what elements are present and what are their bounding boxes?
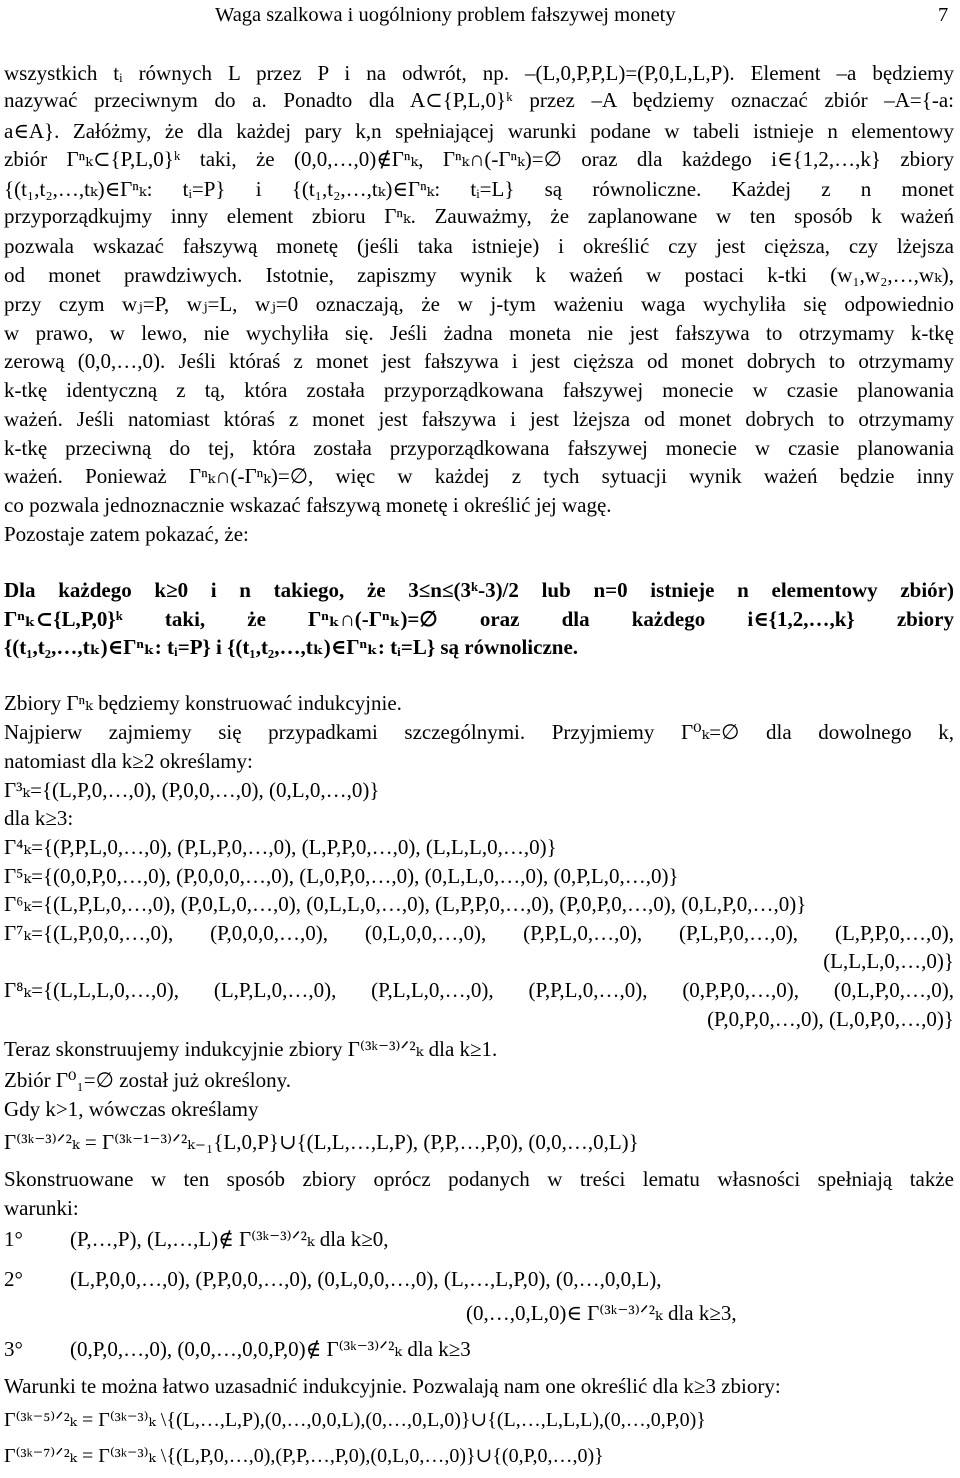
set-definition: Γ⁸ₖ={(L,L,L,0,…,0), (L,P,L,0,…,0), (P,L,L,0,…,0), (P,P,L,0,…,0), (0,P,P,0,…,0), (0,L,P,0,…,0), (4, 978, 954, 1002)
condition-text: (0,P,0,…,0), (0,0,…,0,0,P,0)∉ Γ⁽³ᵏ⁻³⁾ᐟ²ₖ dla k≥3 (70, 1337, 471, 1361)
condition-number: 3° (4, 1337, 23, 1361)
body-line: ważeń. Jeśli natomiast któraś z monet jest fałszywa i jest lżejsza od monet dobrych to otrzymamy (4, 407, 954, 431)
body-line: nazywać przeciwnym do a. Ponadto dla A⊂{P,L,0}ᵏ przez –A będziemy oznaczać zbiór –A={-a: (4, 88, 954, 112)
body-line: Warunki te można łatwo uzasadnić indukcyjnie. Pozwalają nam one określić dla k≥3 zbiory: (4, 1374, 781, 1398)
lemma-line: {(t₁,t₂,…,tₖ)∈Γⁿₖ: tᵢ=P} i {(t₁,t₂,…,tₖ)∈Γⁿₖ: tᵢ=L} są równoliczne. (4, 635, 579, 659)
body-line: wszystkich tᵢ równych L przez P i na odwrót, np. –(L,0,P,P,L)=(P,0,L,L,P). Element –a będziemy (4, 61, 954, 85)
condition-2-cont: (0,…,0,L,0)∈ Γ⁽³ᵏ⁻³⁾ᐟ²ₖ dla k≥3, (466, 1301, 737, 1325)
body-line: w prawo, w lewo, nie wychyliła się. Jeśli żadna moneta nie jest fałszywa to otrzymamy k-tkę (4, 321, 954, 345)
body-line: warunki: (4, 1196, 79, 1220)
body-line: k-tkę identyczną z tą, która została przyporządkowana fałszywej monecie w czasie planowania (4, 378, 954, 402)
body-line: pozwala wskazać fałszywą monetę (jeśli taka istnieje) i określić czy jest cięższa, czy lżejsza (4, 234, 954, 258)
body-line: dla k≥3: (4, 806, 74, 830)
condition-number: 1° (4, 1227, 23, 1251)
condition-text: (P,…,P), (L,…,L)∉ Γ⁽³ᵏ⁻³⁾ᐟ²ₖ dla k≥0, (70, 1227, 389, 1251)
equation: Γ⁽³ᵏ⁻⁷⁾ᐟ²ₖ = Γ⁽³ᵏ⁻³⁾ₖ \{(L,P,0,…,0),(P,P,…,P,0),(0,L,0,…,0)}∪{(0,P,0,…,0)} (4, 1445, 604, 1467)
set-definition: Γ⁴ₖ={(P,P,L,0,…,0), (P,L,P,0,…,0), (L,P,P,0,…,0), (L,L,L,0,…,0)} (4, 835, 557, 859)
body-line: k-tkę przeciwną do tej, która została przyporządkowana fałszywej monecie w czasie planowania (4, 436, 954, 460)
body-line: przy czym wⱼ=P, wⱼ=L, wⱼ=0 oznaczają, że w j-tym ważeniu waga wychyliła się odpowiednio (4, 292, 954, 316)
condition-number: 2° (4, 1267, 23, 1291)
body-line: Gdy k>1, wówczas określamy (4, 1097, 259, 1121)
body-line: ważeń. Ponieważ Γⁿₖ∩(-Γⁿₖ)=∅, więc w każdej z tych sytuacji wynik ważeń będzie inny (4, 464, 954, 488)
body-line: a∈A}. Załóżmy, że dla każdej pary k,n spełniającej warunki podane w tabeli istnieje n elementowy (4, 119, 954, 143)
condition-3 (4, 1336, 954, 1363)
body-line: przyporządkujmy inny element zbioru Γⁿₖ. Zauważmy, że zaplanowane w ten sposób k ważeń (4, 204, 954, 228)
body-line: od monet prawdziwych. Istotnie, zapiszmy wynik k ważeń w postaci k-tki (w₁,w₂,…,wₖ), (4, 263, 954, 287)
body-line: Najpierw zajmiemy się przypadkami szczególnymi. Przyjmiemy Γ⁰ₖ=∅ dla dowolnego k, (4, 720, 954, 744)
set-definition: Γ⁶ₖ={(L,P,L,0,…,0), (P,0,L,0,…,0), (0,L,L,0,…,0), (L,P,P,0,…,0), (P,0,P,0,…,0), (0,L,P,0,…,0)} (4, 892, 807, 916)
lemma-line: Dla każdego k≥0 i n takiego, że 3≤n≤(3ᵏ-3)/2 lub n=0 istnieje n elementowy zbiór) (4, 578, 954, 602)
body-line: Pozostaje zatem pokazać, że: (4, 522, 249, 546)
equation: Γ⁽³ᵏ⁻⁵⁾ᐟ²ₖ = Γ⁽³ᵏ⁻³⁾ₖ \{(L,…,L,P),(0,…,0,0,L),(0,…,0,L,0)}∪{(L,…,L,L,L),(0,…,0,P,0)} (4, 1409, 706, 1431)
body-line: zbiór Γⁿₖ⊂{P,L,0}ᵏ taki, że (0,0,…,0)∉Γⁿₖ, Γⁿₖ∩(-Γⁿₖ)=∅ oraz dla każdego i∈{1,2,…,k} zbiory (4, 147, 954, 171)
set-definition-cont: (L,L,L,0,…,0)} (823, 949, 954, 973)
set-definition: Γ⁵ₖ={(0,0,P,0,…,0), (P,0,0,0,…,0), (L,0,P,0,…,0), (0,L,L,0,…,0), (0,P,L,0,…,0)} (4, 864, 679, 888)
body-line: natomiast dla k≥2 określamy: (4, 749, 253, 773)
body-line: Zbiór Γ⁰₁=∅ został już określony. (4, 1068, 292, 1092)
condition-1 (4, 1226, 954, 1253)
body-line: zerową (0,0,…,0). Jeśli któraś z monet jest fałszywa i jest cięższa od monet dobrych to otrzymamy (4, 349, 954, 373)
running-title: Waga szalkowa i uogólniony problem fałszywej monety (215, 4, 676, 26)
body-line: {(t₁,t₂,…,tₖ)∈Γⁿₖ: tᵢ=P} i {(t₁,t₂,…,tₖ)∈Γⁿₖ: tᵢ=L} są równoliczne. Każdej z n monet (4, 177, 954, 201)
condition-text: (L,P,0,0,…,0), (P,P,0,0,…,0), (0,L,0,0,…,0), (L,…,L,P,0), (0,…,0,0,L), (70, 1267, 662, 1291)
body-line: Skonstruowane w ten sposób zbiory oprócz podanych w treści lematu własności spełniają także (4, 1167, 954, 1191)
page-number: 7 (938, 4, 949, 26)
set-definition: Γ³ₖ={(L,P,0,…,0), (P,0,0,…,0), (0,L,0,…,0)} (4, 778, 380, 802)
lemma-line: Γⁿₖ⊂{L,P,0}ᵏ taki, że Γⁿₖ∩(-Γⁿₖ)=∅ oraz dla każdego i∈{1,2,…,k} zbiory (4, 607, 954, 631)
body-line: Zbiory Γⁿₖ będziemy konstruować indukcyjnie. (4, 691, 402, 715)
body-line: co pozwala jednoznacznie wskazać fałszywą monetę i określić jej wagę. (4, 493, 612, 517)
set-definition: Γ⁷ₖ={(L,P,0,0,…,0), (P,0,0,0,…,0), (0,L,0,0,…,0), (P,P,L,0,…,0), (P,L,P,0,…,0), (L,P,P,0,…,0), (4, 921, 954, 945)
equation: Γ⁽³ᵏ⁻³⁾ᐟ²ₖ = Γ⁽³ᵏ⁻¹⁻³⁾ᐟ²ₖ₋₁{L,0,P}∪{(L,L,…,L,P), (P,P,…,P,0), (0,0,…,0,L)} (4, 1130, 639, 1154)
set-definition-cont: (P,0,P,0,…,0), (L,0,P,0,…,0)} (707, 1007, 954, 1031)
condition-2 (4, 1266, 954, 1293)
body-line: Teraz skonstruujemy indukcyjnie zbiory Γ⁽³ᵏ⁻³⁾ᐟ²ₖ dla k≥1. (4, 1037, 498, 1061)
